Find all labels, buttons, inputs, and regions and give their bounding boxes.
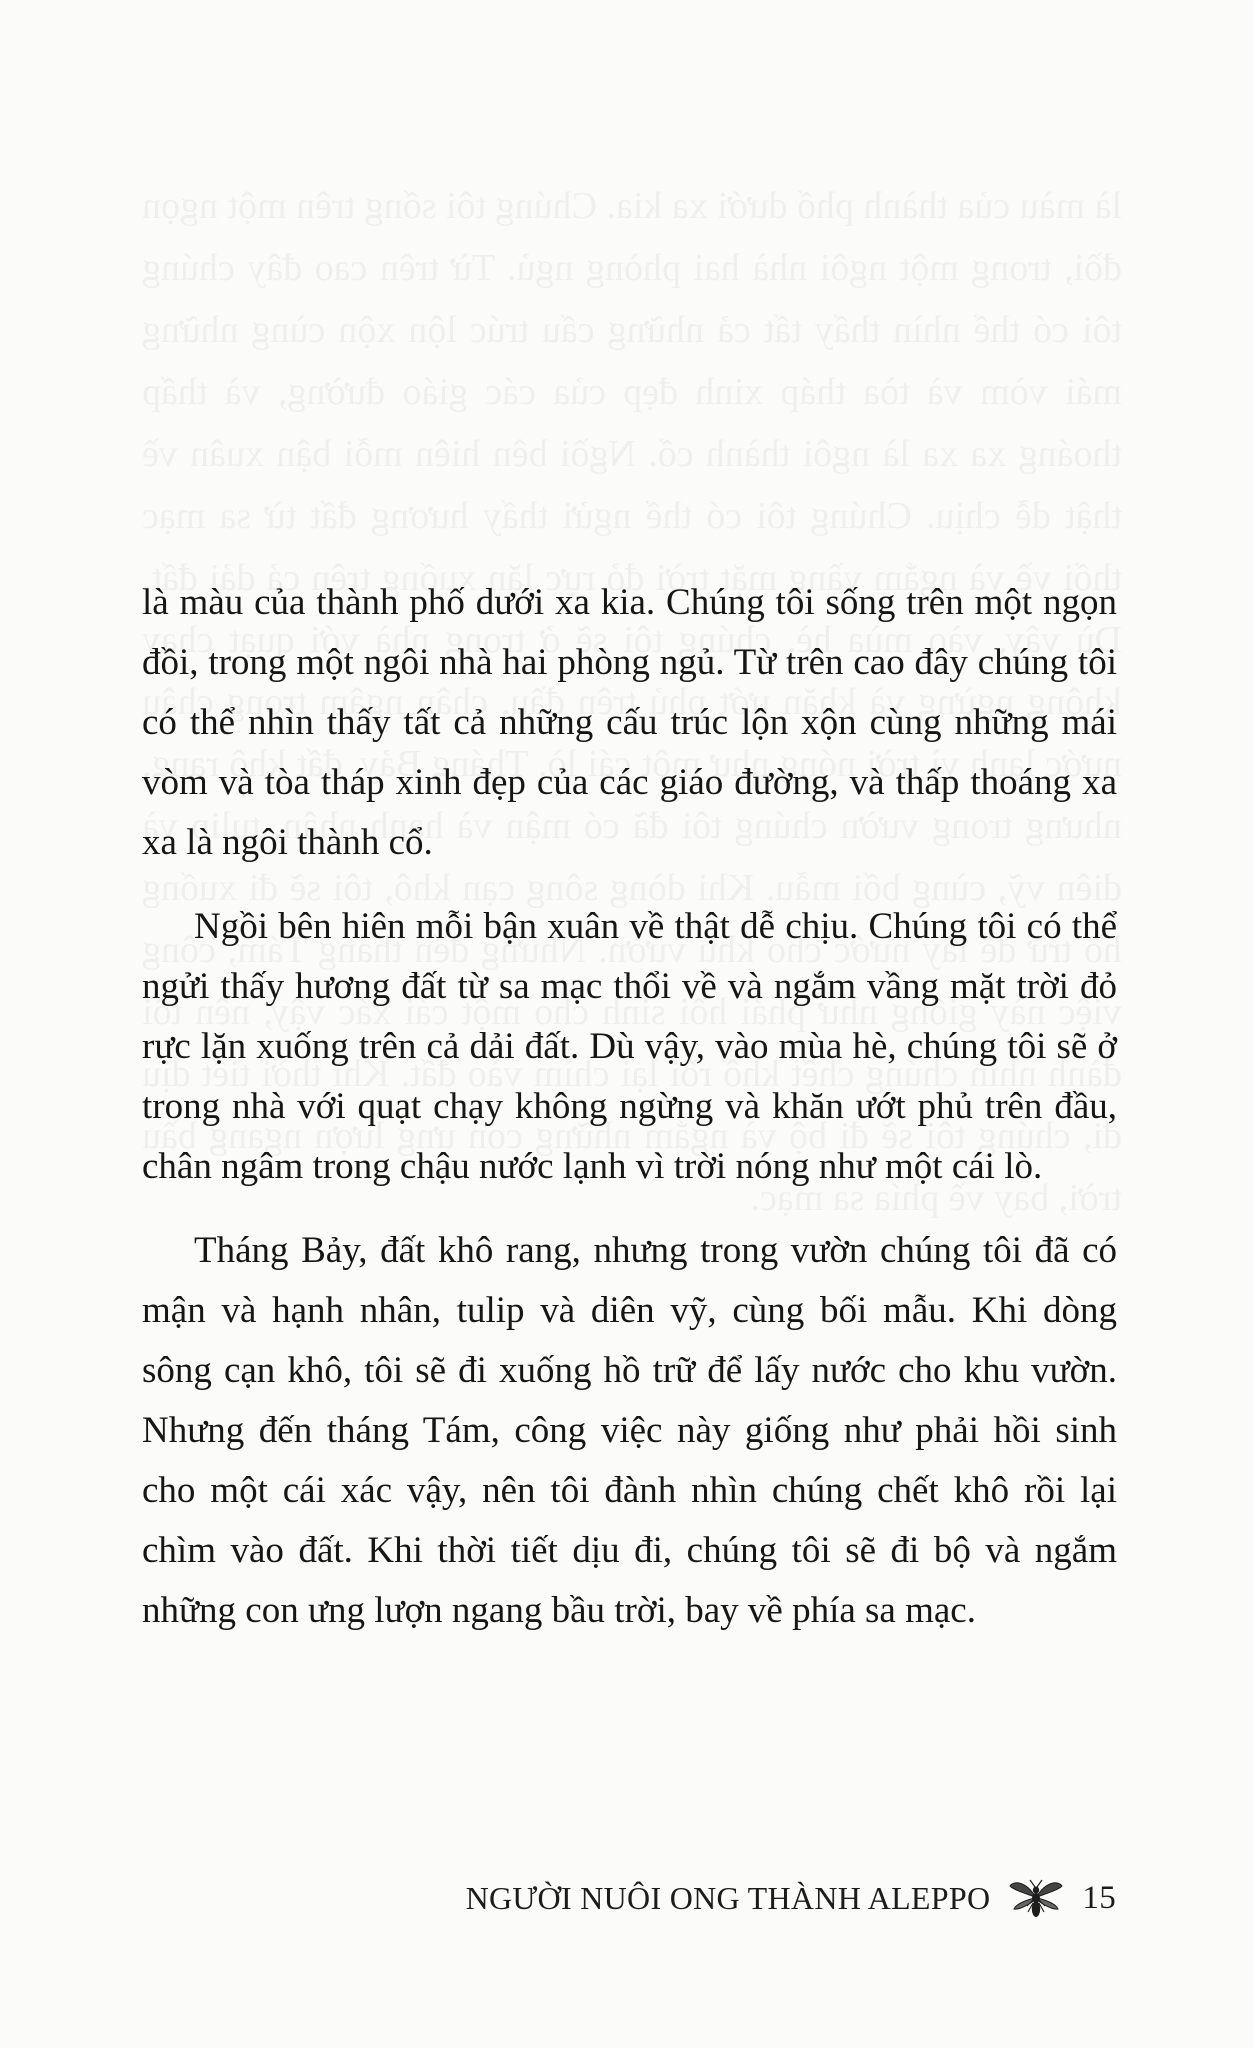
paragraph-2: Ngồi bên hiên mỗi bận xuân về thật dễ chịu. Chúng tôi có thể ngửi thấy hương đất từ sa mạc thổi về và ngắm vầng mặt trời đỏ rực lặn xuống trên cả dải đất. Dù vậy, vào mùa hè, chúng tôi sẽ ở trong nhà với quạt chạy không ngừng và khăn ướt phủ trên đầu, chân ngâm trong chậu nước lạnh vì trời nóng như một cái lò. <box>142 906 1117 1187</box>
paragraph-3: Tháng Bảy, đất khô rang, nhưng trong vườn chúng tôi đã có mận và hạnh nhân, tulip và diên vỹ, cùng bối mẫu. Khi dòng sông cạn khô, tôi sẽ đi xuống hồ trữ để lấy nước cho khu vườn. Nhưng đến tháng Tám, công việc này giống như phải hồi sinh cho một cái xác vậy, nên tôi đành nhìn chúng chết khô rồi lại chìm vào đất. Khi thời tiết dịu đi, chúng tôi sẽ đi bộ và ngắm những con ưng lượn ngang bầu trời, bay về phía sa mạc. <box>142 1230 1117 1631</box>
page-number: 15 <box>1082 1879 1116 1916</box>
paragraph-1: là màu của thành phố dưới xa kia. Chúng tôi sống trên một ngọn đồi, trong một ngôi nhà hai phòng ngủ. Từ trên cao đây chúng tôi có thể nhìn thấy tất cả những cấu trúc lộn xộn cùng những mái vòm và tòa tháp xinh đẹp của các giáo đường, và thấp thoáng xa xa là ngôi thành cổ. <box>142 582 1117 863</box>
running-title: NGƯỜI NUÔI ONG THÀNH ALEPPO <box>465 1879 991 1916</box>
bee-icon <box>1008 1876 1064 1920</box>
running-footer <box>466 1868 1116 1928</box>
body-text <box>142 573 1117 1665</box>
